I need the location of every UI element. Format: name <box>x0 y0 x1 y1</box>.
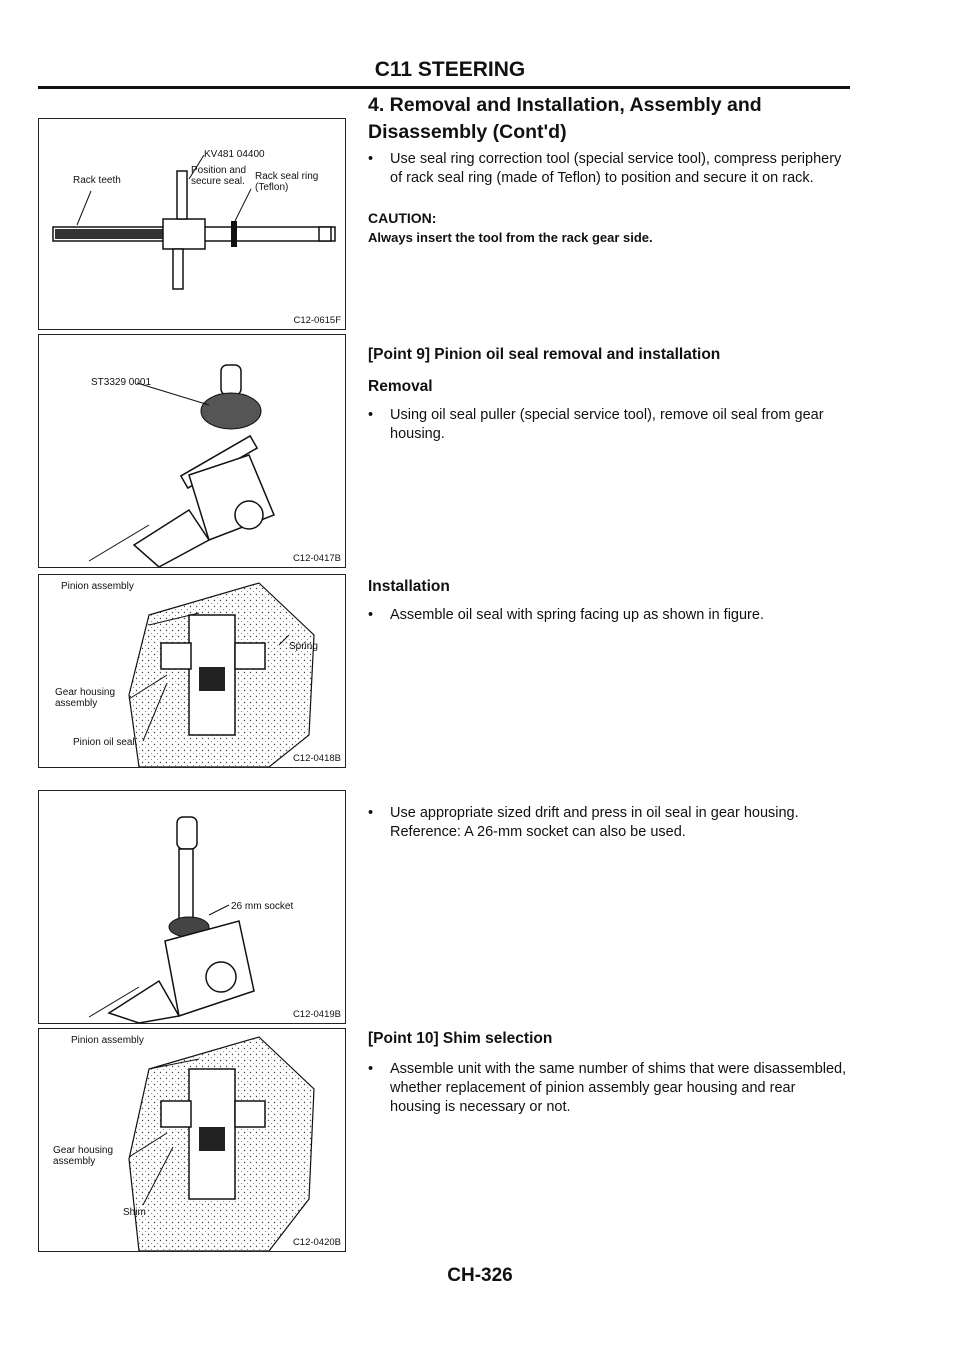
gear-housing-label: Gear housing assembly <box>53 1145 114 1167</box>
pinion-assembly-label: Pinion assembly <box>61 581 134 592</box>
point9-title: [Point 9] Pinion oil seal removal and installation <box>368 346 721 363</box>
figure-code: C12-0417B <box>292 553 341 564</box>
pinion-assembly-label: Pinion assembly <box>71 1035 144 1046</box>
position-label: Position and secure seal. <box>191 165 247 187</box>
bullet-text: Assemble unit with the same number of shims that were disassembled, whether replacement of pinion assembly gear housing and rear housing is necessary or not. <box>390 1061 847 1115</box>
seal-ring-bullet <box>368 150 850 188</box>
rack-seal-tool-drawing <box>39 119 345 329</box>
socket-label: 26 mm socket <box>231 901 294 912</box>
figure-code: C12-0615F <box>293 315 341 326</box>
rack-teeth-label: Rack teeth <box>73 175 121 186</box>
bullet-text: Use seal ring correction tool (special service tool), compress periphery of rack seal ring (made of Teflon) to position and secure it on rack. <box>390 151 842 186</box>
removal-bullet <box>368 406 850 444</box>
bullet-icon: • <box>368 151 374 167</box>
caution-label: CAUTION: <box>368 210 437 226</box>
bullet-text: Use appropriate sized drift and press in oil seal in gear housing. <box>390 805 799 821</box>
figure-code: C12-0418B <box>292 753 341 764</box>
bullet-icon: • <box>368 407 374 423</box>
section-title: 4. Removal and Installation, Assembly and Disassembly (Cont'd) <box>368 94 762 143</box>
bullet-icon: • <box>368 607 374 623</box>
bullet-icon: • <box>368 805 374 821</box>
installation-heading: Installation <box>368 578 450 595</box>
point10-title: [Point 10] Shim selection <box>368 1030 553 1047</box>
spring-label: Spring <box>289 641 318 652</box>
bullet-icon: • <box>368 1061 374 1077</box>
figure-code: C12-0420B <box>292 1237 341 1248</box>
caution-text: Always insert the tool from the rack gear side. <box>368 230 653 245</box>
header-rule <box>38 86 850 89</box>
figure-oil-seal-puller <box>38 334 346 568</box>
figure-shim-selection <box>38 1028 346 1252</box>
figure-rack-seal-tool <box>38 118 346 330</box>
tool-number-label: ST3329 0001 <box>91 377 152 388</box>
bullet-text: Using oil seal puller (special service tool), remove oil seal from gear housing. <box>390 407 824 442</box>
page-header-title: C11 STEERING <box>374 58 526 81</box>
tool-number-label: KV481 04400 <box>204 149 265 160</box>
reference-text: Reference: A 26-mm socket can also be used. <box>390 824 686 840</box>
socket-install-drawing <box>39 791 345 1023</box>
oil-seal-puller-drawing <box>39 335 345 567</box>
figure-pinion-oil-seal <box>38 574 346 768</box>
pinion-oil-seal-label: Pinion oil seal <box>73 737 135 748</box>
shim-label: Shim <box>123 1207 146 1218</box>
gear-housing-label: Gear housing assembly <box>55 687 116 709</box>
rack-seal-label: Rack seal ring (Teflon) <box>255 171 319 193</box>
shim-bullet <box>368 1060 850 1117</box>
removal-heading: Removal <box>368 378 433 395</box>
drift-bullet <box>368 804 850 842</box>
figure-code: C12-0419B <box>292 1009 341 1020</box>
shim-selection-drawing <box>39 1029 345 1251</box>
page-number: CH-326 <box>447 1265 513 1286</box>
figure-socket-install <box>38 790 346 1024</box>
bullet-text: Assemble oil seal with spring facing up as shown in figure. <box>390 607 764 623</box>
installation-bullet <box>368 606 850 625</box>
